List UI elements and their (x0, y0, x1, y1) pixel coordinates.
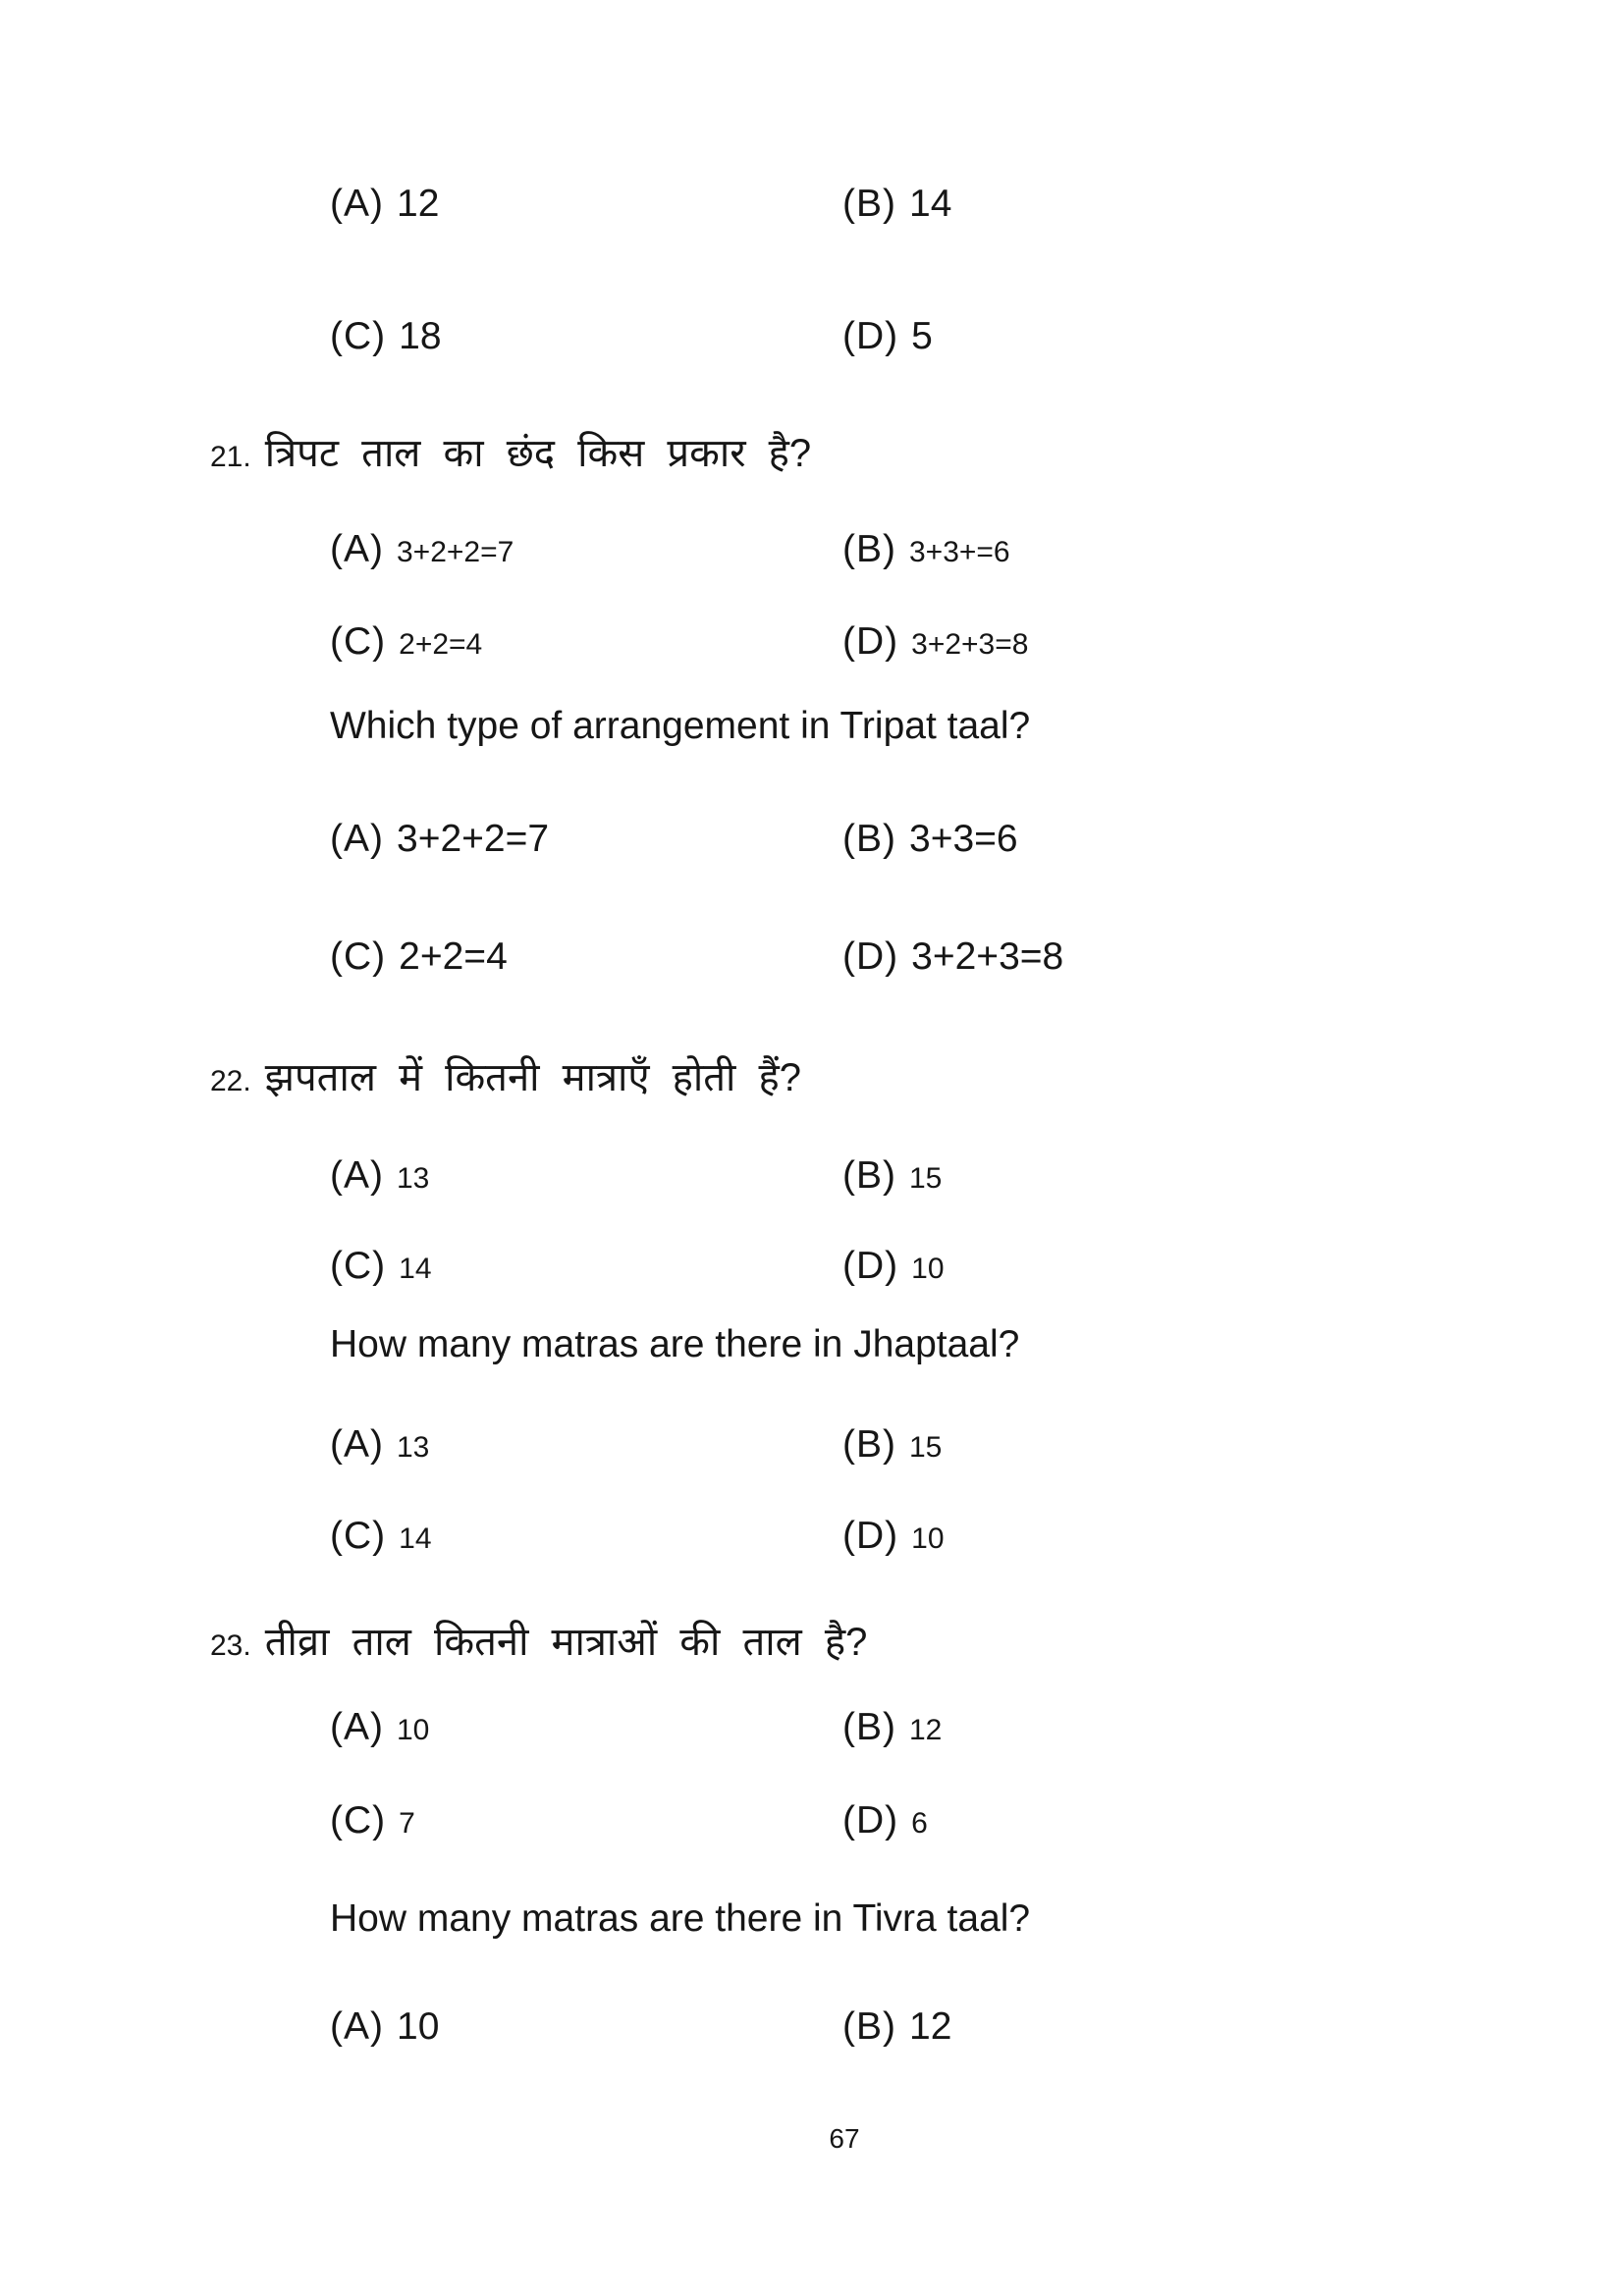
q23-hindi-options-row-2 (0, 1799, 1624, 1862)
q21-en-option-b (842, 818, 1018, 861)
option-value: 15 (909, 1431, 943, 1464)
q21-hi-option-d (842, 620, 1028, 664)
q21-en-option-d (842, 935, 1063, 979)
q22-hi-option-c (330, 1245, 432, 1288)
q21-hi-option-a (330, 528, 514, 571)
intro-options-row-1 (0, 183, 1624, 245)
q23-hi-option-a (330, 1706, 429, 1749)
q22-english-options-row-1 (0, 1423, 1624, 1486)
q23-hindi-options-row-1 (0, 1706, 1624, 1769)
q23-english-options-row-1 (0, 2005, 1624, 2068)
q23-en-option-a (330, 2005, 439, 2049)
q22-hi-option-d (842, 1245, 945, 1288)
q22-hindi-options-row-1 (0, 1154, 1624, 1217)
question-number: 23. (210, 1629, 251, 1662)
question-number: 22. (210, 1065, 251, 1097)
option-value: 10 (911, 1253, 945, 1285)
option-letter: (D) (842, 935, 899, 978)
q21-hindi-options-row-2 (0, 620, 1624, 683)
option-letter: (C) (330, 935, 387, 978)
question-23-english: How many matras are there in Tivra taal? (330, 1897, 1031, 1940)
option-value: 3+2+2=7 (397, 536, 514, 568)
option-value: 10 (397, 1714, 430, 1746)
option-letter: (A) (330, 528, 384, 570)
q21-en-option-c (330, 935, 508, 979)
q22-en-option-a (330, 1423, 429, 1467)
q21-hi-option-b (842, 528, 1010, 571)
option-value: 3+3+=6 (909, 536, 1010, 568)
option-value: 3+2+3=8 (911, 935, 1064, 978)
option-letter: (D) (842, 1515, 899, 1557)
option-value: 7 (399, 1807, 415, 1840)
option-letter: (D) (842, 1799, 899, 1842)
option-value: 10 (397, 2005, 440, 2048)
page-number: 67 (829, 2123, 860, 2154)
option-letter: (A) (330, 1706, 384, 1748)
q22-en-option-b (842, 1423, 942, 1467)
question-text-hindi: त्रिपट ताल का छंद किस प्रकार है? (264, 432, 812, 475)
option-value: 10 (911, 1522, 945, 1555)
option-value: 13 (397, 1162, 430, 1195)
intro-option-c (330, 315, 442, 358)
intro-option-d (842, 315, 933, 358)
option-letter: (B) (842, 818, 896, 860)
option-value: 12 (397, 183, 440, 225)
option-letter: (A) (330, 1154, 384, 1197)
q21-english-options-row-2 (0, 935, 1624, 998)
q21-hi-option-c (330, 620, 482, 664)
question-23-hindi (210, 1613, 867, 1667)
option-value: 14 (399, 1253, 432, 1285)
option-letter: (B) (842, 1706, 896, 1748)
q22-hi-option-a (330, 1154, 429, 1198)
question-21-english: Which type of arrangement in Tripat taal? (330, 705, 1031, 747)
option-value: 2+2=4 (399, 628, 483, 661)
option-value: 3+3=6 (909, 818, 1018, 860)
option-letter: (D) (842, 620, 899, 663)
option-letter: (B) (842, 528, 896, 570)
q23-hi-option-d (842, 1799, 928, 1842)
option-letter: (A) (330, 1423, 384, 1466)
question-number: 21. (210, 441, 251, 473)
option-value: 13 (397, 1431, 430, 1464)
intro-options-row-2 (0, 315, 1624, 378)
q21-en-option-a (330, 818, 549, 861)
option-value: 14 (909, 183, 952, 225)
option-letter: (A) (330, 183, 384, 225)
option-value: 3+2+2=7 (397, 818, 550, 860)
question-text-hindi: तीव्रा ताल कितनी मात्राओं की ताल है? (264, 1621, 868, 1664)
option-value: 3+2+3=8 (911, 628, 1029, 661)
q23-hi-option-c (330, 1799, 415, 1842)
q22-hindi-options-row-2 (0, 1245, 1624, 1308)
option-value: 12 (909, 1714, 943, 1746)
option-value: 5 (911, 315, 933, 357)
option-value: 2+2=4 (399, 935, 508, 978)
question-22-hindi (210, 1048, 801, 1102)
option-letter: (A) (330, 2005, 384, 2048)
q23-en-option-b (842, 2005, 951, 2049)
q22-hi-option-b (842, 1154, 942, 1198)
intro-option-a (330, 183, 439, 226)
option-letter: (C) (330, 1245, 387, 1287)
q22-en-option-d (842, 1515, 945, 1558)
option-letter: (B) (842, 2005, 896, 2048)
q22-english-options-row-2 (0, 1515, 1624, 1577)
option-letter: (C) (330, 1799, 387, 1842)
option-letter: (B) (842, 1154, 896, 1197)
q22-en-option-c (330, 1515, 432, 1558)
option-value: 18 (399, 315, 442, 357)
question-22-english: How many matras are there in Jhaptaal? (330, 1323, 1020, 1365)
option-letter: (B) (842, 1423, 896, 1466)
q21-hindi-options-row-1 (0, 528, 1624, 591)
option-letter: (B) (842, 183, 896, 225)
question-21-hindi (210, 424, 811, 478)
q23-hi-option-b (842, 1706, 942, 1749)
option-letter: (C) (330, 315, 387, 357)
option-value: 6 (911, 1807, 928, 1840)
option-letter: (C) (330, 1515, 387, 1557)
option-value: 14 (399, 1522, 432, 1555)
intro-option-b (842, 183, 951, 226)
option-letter: (C) (330, 620, 387, 663)
option-value: 15 (909, 1162, 943, 1195)
option-letter: (A) (330, 818, 384, 860)
option-letter: (D) (842, 315, 899, 357)
option-value: 12 (909, 2005, 952, 2048)
option-letter: (D) (842, 1245, 899, 1287)
question-text-hindi: झपताल में कितनी मात्राएँ होती हैं? (264, 1056, 801, 1099)
q21-english-options-row-1 (0, 818, 1624, 881)
